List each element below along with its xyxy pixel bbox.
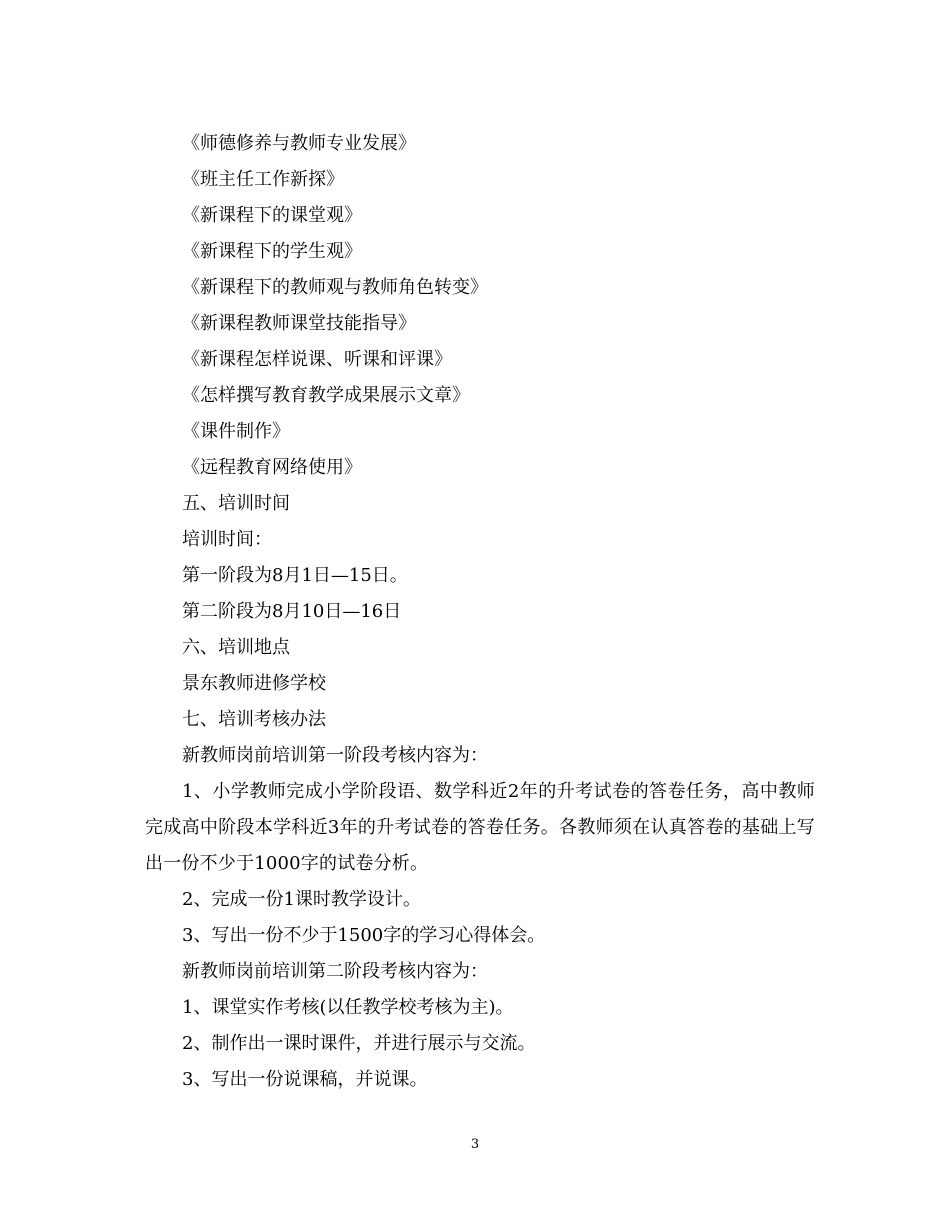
training-location: 景东教师进修学校 bbox=[182, 673, 326, 694]
section-heading-assessment: 七、培训考核办法 bbox=[182, 709, 326, 730]
phase-1-assessment-item: 1、小学教师完成小学阶段语、数学科近2年的升考试卷的答卷任务，高中教师完成高中阶段本学科近3年的升考试卷的答卷任务。各教师须在认真答卷的基础上写出一份不少于1000字的试卷分析。 bbox=[145, 781, 815, 874]
book-title: 《新课程下的学生观》 bbox=[182, 241, 362, 262]
section-heading-training-time: 五、培训时间 bbox=[182, 493, 290, 514]
page-content bbox=[145, 126, 815, 1098]
phase-2-assessment-item: 3、写出一份说课稿，并说课。 bbox=[182, 1069, 428, 1090]
phase-2-assessment-item: 2、制作出一课时课件，并进行展示与交流。 bbox=[182, 1033, 536, 1054]
phase-1-assessment-intro: 新教师岗前培训第一阶段考核内容为： bbox=[182, 745, 488, 766]
page-number: 3 bbox=[470, 1137, 480, 1152]
book-title: 《课件制作》 bbox=[182, 421, 290, 442]
section-heading-training-location: 六、培训地点 bbox=[182, 637, 290, 658]
book-title: 《新课程教师课堂技能指导》 bbox=[182, 313, 416, 334]
training-time-label: 培训时间： bbox=[182, 529, 272, 550]
phase-2-assessment-item: 1、课堂实作考核(以任教学校考核为主)。 bbox=[182, 997, 514, 1018]
training-phase-1: 第一阶段为8月1日—15日。 bbox=[182, 565, 408, 586]
book-title: 《新课程下的教师观与教师角色转变》 bbox=[182, 277, 488, 298]
book-title: 《新课程怎样说课、听课和评课》 bbox=[182, 349, 452, 370]
book-title: 《怎样撰写教育教学成果展示文章》 bbox=[182, 385, 470, 406]
phase-1-assessment-item: 2、完成一份1课时教学设计。 bbox=[182, 889, 421, 910]
phase-2-assessment-intro: 新教师岗前培训第二阶段考核内容为： bbox=[182, 961, 488, 982]
training-phase-2: 第二阶段为8月10日—16日 bbox=[182, 601, 402, 622]
book-title: 《班主任工作新探》 bbox=[182, 169, 344, 190]
book-title: 《师德修养与教师专业发展》 bbox=[182, 133, 416, 154]
book-title: 《新课程下的课堂观》 bbox=[182, 205, 362, 226]
book-title: 《远程教育网络使用》 bbox=[182, 457, 362, 478]
phase-1-assessment-item: 3、写出一份不少于1500字的学习心得体会。 bbox=[182, 925, 546, 946]
